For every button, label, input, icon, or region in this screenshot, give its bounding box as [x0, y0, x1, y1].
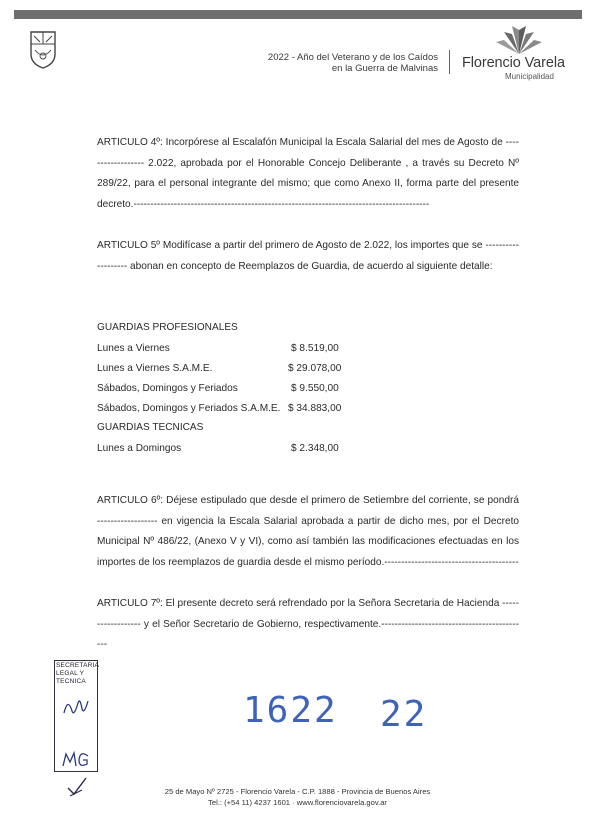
- guardias-profesionales-title: GUARDIAS PROFESIONALES: [97, 322, 238, 333]
- article-4: ARTICULO 4º: Incorpórese al Escalafón Municipal la Escala Salarial del mes de Agosto de ------------------ 2.022, aprobada por el Honorable Concejo Deliberante , a través su Decreto Nº 289/22, para el personal integrante del mismo; que como Anexo II, forma parte del presente decreto.----------------------------------------------------------------------------------------: [97, 137, 519, 210]
- article-5: ARTICULO 5º Modifícase a partir del primero de Agosto de 2.022, los importes que se ------------------- abonan en concepto de Reemplazos de Guardia, de acuerdo al siguiente detalle:: [97, 240, 519, 272]
- header-motto-line1: 2022 - Año del Veterano y de los Caídos: [267, 52, 438, 63]
- guardia-row-amount: $ 2.348,00: [291, 443, 339, 454]
- stamp-line2: LEGAL Y: [56, 670, 85, 677]
- logo-subtitle: Municipalidad: [505, 72, 554, 81]
- header-motto-line2: en la Guerra de Malvinas: [331, 63, 438, 74]
- municipal-seal-icon: [28, 30, 58, 70]
- guardias-tecnicas-title: GUARDIAS TECNICAS: [97, 422, 204, 433]
- article-6: ARTICULO 6º: Déjese estipulado que desde el primero de Setiembre del corriente, se pondrá ------------------ en vigencia la Escala Salarial aprobada a partir de dicho mes, por el Decreto Municipal Nº 486/22, (Anexo V y VI), como así también las modificaciones efectuadas en los importes de los reemplazos de guardia desde el mismo período.----------------------------------------: [97, 495, 519, 568]
- guardia-row-label: Lunes a Viernes S.A.M.E.: [97, 363, 213, 374]
- guardia-row-amount: $ 29.078,00: [288, 363, 342, 374]
- florencio-varela-logo-icon: [494, 24, 544, 56]
- guardia-row-label: Lunes a Viernes: [97, 343, 170, 354]
- initials-signature-icon: [60, 695, 92, 719]
- initials-mg-signature-icon: [60, 748, 92, 770]
- logo-name: Florencio Varela: [462, 55, 565, 71]
- guardia-row-label: Lunes a Domingos: [97, 443, 182, 454]
- footer-contact: Tel.: (+54 11) 4237 1601 · www.florenciovarela.gov.ar: [208, 798, 387, 807]
- guardia-row-amount: $ 8.519,00: [291, 343, 339, 354]
- article-7: ARTICULO 7º: El presente decreto será refrendado por la Señora Secretaria de Hacienda ------------------ y el Señor Secretario de Gobierno, respectivamente.--------------------------------------------: [97, 598, 519, 650]
- stamp-line3: TECNICA: [56, 678, 86, 685]
- decree-number: 1622: [243, 690, 338, 731]
- header-divider: [449, 50, 450, 74]
- guardia-row-amount: $ 9.550,00: [291, 383, 339, 394]
- guardia-row-label: Sábados, Domingos y Feriados: [97, 383, 238, 394]
- top-scan-bar: [14, 10, 582, 19]
- header-motto: [268, 52, 438, 74]
- decree-year: 22: [380, 694, 428, 735]
- stamp-line1: SECRETARIA: [56, 662, 100, 669]
- guardia-row-label: Sábados, Domingos y Feriados S.A.M.E.: [97, 403, 281, 414]
- guardia-row-amount: $ 34.883,00: [288, 403, 342, 414]
- footer-address: 25 de Mayo Nº 2725 - Florencio Varela - C.P. 1888 - Provincia de Buenos Aires: [164, 787, 431, 796]
